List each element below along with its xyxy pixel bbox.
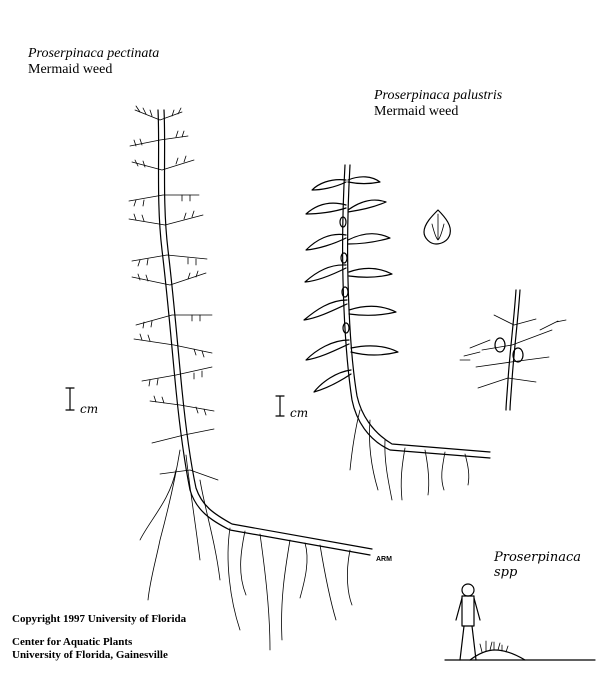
palustris-scientific-name: Proserpinaca palustris [374, 88, 503, 103]
copyright-line-3: University of Florida, Gainesville [12, 649, 168, 661]
palustris-common-name: Mermaid weed [374, 104, 459, 119]
fruit-detail-drawing [424, 210, 450, 244]
pectinata-scientific-name: Proserpinaca pectinata [28, 46, 160, 61]
artist-initials: ARM [376, 556, 392, 563]
stem-detail-drawing [460, 290, 566, 410]
palustris-plant-drawing [304, 165, 490, 500]
scale-bar-1-label: cm [80, 402, 99, 416]
genus-label: Proserpinaca spp [494, 550, 582, 580]
copyright-line-2: Center for Aquatic Plants [12, 636, 133, 648]
scale-bar-1-line [66, 388, 74, 410]
scale-bar-2-line [276, 396, 284, 416]
pectinata-plant-drawing [129, 106, 372, 650]
scale-bar-2-label: cm [290, 406, 309, 420]
human-scale-figure [445, 584, 595, 660]
copyright-line-1: Copyright 1997 University of Florida [12, 613, 187, 625]
pectinata-common-name: Mermaid weed [28, 62, 113, 77]
